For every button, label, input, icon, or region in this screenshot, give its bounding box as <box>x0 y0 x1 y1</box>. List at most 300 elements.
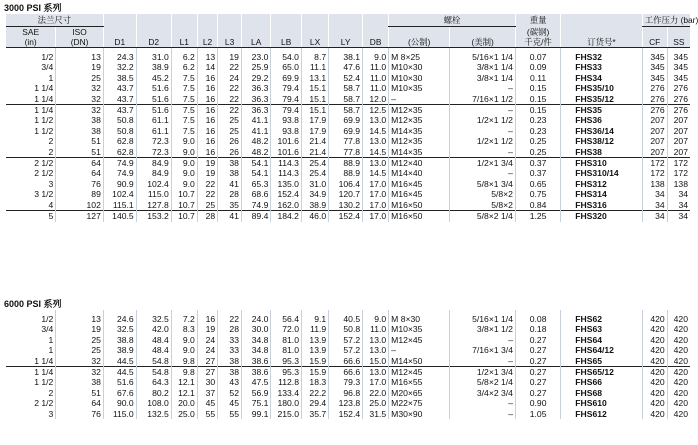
cell-l1: 20.0 <box>171 398 197 408</box>
cell-ss: 420 <box>667 314 690 324</box>
cell-sae: 3 <box>48 178 54 189</box>
cell-ss: 420 <box>667 398 690 408</box>
cell-l2: 27 <box>197 356 217 367</box>
cell-weight: 0.37 <box>515 158 560 169</box>
cell-ss: 345 <box>667 73 690 83</box>
cell-l1: 9.8 <box>171 356 197 367</box>
cell-la: 54.1 <box>241 168 270 178</box>
cell-db: 13.0 <box>363 367 389 378</box>
cell-lx: 31.0 <box>301 179 328 189</box>
cell-bolt-metric: M12×45 <box>389 367 450 378</box>
cell-lx: 11.1 <box>301 62 328 72</box>
table-row <box>6 367 690 378</box>
cell-la: 48.2 <box>241 147 270 158</box>
cell-d2: 51.6 <box>136 83 171 93</box>
cell-ss: 207 <box>667 115 690 125</box>
cell-lx: 34.9 <box>301 189 328 199</box>
cell-sae: 1 1/4 <box>6 105 56 116</box>
col-lb: LB <box>271 37 302 48</box>
cell-lb: 112.8 <box>271 377 302 387</box>
cell-iso: 76 <box>56 179 104 189</box>
cell-cf: 345 <box>642 62 667 72</box>
cell-l2: 16 <box>197 83 217 93</box>
cell-order-no: FHS612 <box>561 409 643 419</box>
cell-la: 36.3 <box>241 94 270 105</box>
table-row <box>6 189 690 199</box>
cell-order-no: FHS64/12 <box>561 345 643 355</box>
cell-lx: 25.4 <box>301 158 328 169</box>
cell-ly: 58.7 <box>329 105 363 116</box>
cell-bolt-imperial: 3/8×1 1/4 <box>450 62 516 72</box>
cell-l1: 25.0 <box>171 409 197 419</box>
cell-bolt-imperial: – <box>450 83 516 93</box>
cell-iso: 32 <box>56 367 104 378</box>
cell-lb: 72.0 <box>271 324 302 334</box>
cell-bolt-metric: M12×35 <box>389 105 450 116</box>
cell-db: 11.0 <box>363 73 389 83</box>
cell-bolt-imperial: 3/8×1 1/2 <box>450 324 516 334</box>
cell-order-no: FHS310 <box>561 158 643 169</box>
cell-l1: 12.1 <box>171 377 197 387</box>
cell-d1: 62.8 <box>103 147 136 158</box>
cell-d2: 38.9 <box>136 62 171 72</box>
cell-order-no: FHS66 <box>561 377 643 387</box>
cell-l2: 16 <box>197 136 217 146</box>
cell-order-no: FHS68 <box>561 388 643 398</box>
cell-ss: 420 <box>667 377 690 387</box>
cell-lb: 152.4 <box>271 189 302 199</box>
cell-sae: 2 1/2 <box>34 398 54 409</box>
cell-iso: 32 <box>56 83 104 93</box>
cell-lx: 15.1 <box>301 94 328 105</box>
cell-weight: 0.15 <box>515 94 560 105</box>
cell-iso: 102 <box>56 200 104 211</box>
cell-cf: 420 <box>642 335 667 345</box>
cell-order-no: FHS314 <box>561 189 643 199</box>
cell-sae: 1 <box>48 72 54 83</box>
cell-lx: 29.4 <box>301 398 328 408</box>
cell-order-no: FHS64 <box>561 335 643 345</box>
cell-iso: 19 <box>56 62 104 72</box>
cell-ss: 34 <box>667 200 690 211</box>
cell-l3: 38 <box>218 356 242 367</box>
cell-sae: 1 1/4 <box>34 355 54 366</box>
cell-sae: 3/4 <box>41 324 54 335</box>
cell-lb: 215.0 <box>271 409 302 419</box>
section-title-3000psi: 3000 PSI 系列 <box>4 3 62 13</box>
cell-l3: 45 <box>218 398 242 408</box>
cell-d1: 38.5 <box>103 73 136 83</box>
cell-l1: 9.0 <box>171 147 197 158</box>
cell-weight: 0.25 <box>515 147 560 158</box>
cell-sae: 1 1/4 <box>34 93 54 104</box>
cell-ss: 420 <box>667 367 690 378</box>
cell-ss: 345 <box>667 62 690 72</box>
cell-d2: 132.5 <box>136 409 171 419</box>
sae-unit: (in) <box>6 37 56 48</box>
cell-bolt-metric: M12×45 <box>389 335 450 345</box>
cell-bolt-metric: M10×35 <box>389 324 450 334</box>
cell-ss: 207 <box>667 147 690 158</box>
cell-d1: 32.5 <box>103 324 136 334</box>
cell-db: 9.0 <box>363 52 389 62</box>
cell-bolt-metric: M16×45 <box>389 179 450 189</box>
cell-d2: 84.9 <box>136 168 171 178</box>
cell-ss: 172 <box>667 158 690 169</box>
cell-ly: 152.4 <box>329 211 363 222</box>
cell-la: 65.3 <box>241 179 270 189</box>
cell-bolt-metric: M10×30 <box>389 73 450 83</box>
cell-sae: 3 1/2 <box>34 189 54 200</box>
cell-bolt-metric: – <box>389 94 450 105</box>
cell-la: 56.9 <box>241 388 270 398</box>
cell-l3: 22 <box>218 94 242 105</box>
cell-iso: 64 <box>56 158 104 169</box>
cell-lx: 17.9 <box>301 115 328 125</box>
cell-weight: 0.27 <box>515 335 560 345</box>
table-row <box>6 377 690 387</box>
cell-l1: 7.5 <box>171 115 197 125</box>
iso-unit: (DN) <box>56 37 104 48</box>
cell-ss: 138 <box>667 179 690 189</box>
cell-la: 34.8 <box>241 335 270 345</box>
cell-lb: 184.2 <box>271 211 302 222</box>
cell-l3: 41 <box>218 211 242 222</box>
cell-d2: 48.4 <box>136 345 171 355</box>
cell-l3: 38 <box>218 168 242 178</box>
cell-lb: 54.0 <box>271 52 302 62</box>
cell-cf: 420 <box>642 356 667 367</box>
cell-bolt-metric: M14×35 <box>389 126 450 136</box>
cell-d1: 38.8 <box>103 335 136 345</box>
table-row <box>6 105 690 116</box>
cell-bolt-imperial: 7/16×1 1/2 <box>450 94 516 105</box>
cell-d2: 51.6 <box>136 94 171 105</box>
cell-ss: 276 <box>667 94 690 105</box>
col-order-no: 订货号* <box>561 37 643 48</box>
cell-l2: 16 <box>197 147 217 158</box>
cell-l2: 16 <box>197 115 217 125</box>
cell-d1: 43.7 <box>103 83 136 93</box>
col-ly: LY <box>329 37 363 48</box>
cell-d2: 61.1 <box>136 115 171 125</box>
cell-l2: 27 <box>197 367 217 378</box>
cell-l2: 22 <box>197 179 217 189</box>
cell-la: 75.1 <box>241 398 270 408</box>
cell-d2: 72.3 <box>136 136 171 146</box>
cell-ss: 276 <box>667 105 690 116</box>
table-row <box>6 324 690 334</box>
cell-d2: 32.5 <box>136 314 171 324</box>
cell-lb: 133.4 <box>271 388 302 398</box>
cell-ss: 420 <box>667 335 690 345</box>
cell-weight: 0.27 <box>515 345 560 355</box>
cell-la: 24.0 <box>241 314 270 324</box>
cell-l1: 7.5 <box>171 126 197 136</box>
cell-cf: 345 <box>642 52 667 62</box>
cell-lx: 38.9 <box>301 200 328 211</box>
cell-d1: 140.5 <box>103 211 136 222</box>
cell-l3: 43 <box>218 377 242 387</box>
cell-bolt-metric: M22×75 <box>389 398 450 408</box>
cell-cf: 138 <box>642 179 667 189</box>
cell-l2: 16 <box>197 94 217 105</box>
cell-la: 41.1 <box>241 126 270 136</box>
cell-d1: 43.7 <box>103 105 136 116</box>
cell-l2: 55 <box>197 409 217 419</box>
cell-d1: 62.8 <box>103 136 136 146</box>
cell-ly: 40.5 <box>329 314 363 324</box>
cell-order-no: FHS38 <box>561 147 643 158</box>
cell-order-no: FHS35 <box>561 105 643 116</box>
cell-sae: 1 1/2 <box>34 125 54 136</box>
cell-cf: 420 <box>642 377 667 387</box>
cell-lb: 79.4 <box>271 105 302 116</box>
cell-db: 17.0 <box>363 189 389 199</box>
cell-db: 14.5 <box>363 168 389 178</box>
cell-ss: 34 <box>667 211 690 222</box>
cell-ly: 52.4 <box>329 73 363 83</box>
cell-cf: 420 <box>642 314 667 324</box>
cell-l3: 38 <box>218 367 242 378</box>
cell-order-no: FHS35/10 <box>561 83 643 93</box>
cell-db: 11.0 <box>363 62 389 72</box>
cell-lb: 101.6 <box>271 136 302 146</box>
cell-l3: 25 <box>218 126 242 136</box>
cell-bolt-metric: M14×35 <box>389 147 450 158</box>
cell-ly: 88.9 <box>329 158 363 169</box>
cell-bolt-imperial: – <box>450 409 516 419</box>
cell-ss: 420 <box>667 356 690 367</box>
table-row <box>6 83 690 93</box>
cell-d1: 44.5 <box>103 356 136 367</box>
cell-sae: 5 <box>6 211 56 222</box>
cell-iso: 76 <box>56 409 104 419</box>
cell-d2: 115.0 <box>136 189 171 199</box>
cell-cf: 172 <box>642 158 667 169</box>
cell-bolt-metric: M10×35 <box>389 83 450 93</box>
cell-lb: 135.0 <box>271 179 302 189</box>
cell-la: 47.5 <box>241 377 270 387</box>
table-row <box>6 147 690 158</box>
cell-l1: 7.5 <box>171 73 197 83</box>
cell-l3: 28 <box>218 324 242 334</box>
cell-lb: 114.3 <box>271 168 302 178</box>
cell-lb: 79.4 <box>271 94 302 105</box>
cell-bolt-metric: M30×90 <box>389 409 450 419</box>
cell-bolt-metric: M16×45 <box>389 189 450 199</box>
col-l3: L3 <box>218 37 242 48</box>
cell-ly: 50.8 <box>329 324 363 334</box>
table-row <box>6 356 690 367</box>
cell-bolt-metric: M 8×25 <box>389 52 450 62</box>
cell-bolt-imperial: 5/16×1 1/4 <box>450 314 516 324</box>
weight-unit2: 千克/件 <box>515 37 560 48</box>
cell-db: 17.0 <box>363 200 389 211</box>
table-row <box>6 136 690 146</box>
cell-lx: 35.7 <box>301 409 328 419</box>
cell-order-no: FHS320 <box>561 211 643 222</box>
col-ss: SS <box>667 37 690 48</box>
cell-weight: 0.27 <box>515 367 560 378</box>
cell-l2: 30 <box>197 377 217 387</box>
cell-db: 13.0 <box>363 345 389 355</box>
table-row <box>6 388 690 398</box>
cell-l3: 33 <box>218 335 242 345</box>
cell-la: 34.8 <box>241 345 270 355</box>
table-row <box>6 409 690 419</box>
cell-d1: 90.9 <box>103 179 136 189</box>
cell-l3: 22 <box>218 314 242 324</box>
cell-l2: 14 <box>197 62 217 72</box>
cell-lb: 79.4 <box>271 83 302 93</box>
cell-l3: 19 <box>218 52 242 62</box>
cell-sae: 2 <box>48 136 54 147</box>
cell-d2: 54.8 <box>136 367 171 378</box>
cell-l3: 24 <box>218 73 242 83</box>
cell-ly: 77.8 <box>329 136 363 146</box>
cell-bolt-metric: M12×35 <box>389 136 450 146</box>
col-d1: D1 <box>103 37 136 48</box>
cell-sae: 1 1/4 <box>6 367 56 378</box>
cell-d2: 31.0 <box>136 52 171 62</box>
cell-lx: 22.2 <box>301 388 328 398</box>
cell-order-no: FHS65 <box>561 356 643 367</box>
cell-ly: 79.3 <box>329 377 363 387</box>
cell-db: 31.5 <box>363 409 389 419</box>
cell-d2: 108.0 <box>136 398 171 408</box>
cell-cf: 207 <box>642 136 667 146</box>
cell-db: 15.0 <box>363 356 389 367</box>
cell-cf: 420 <box>642 367 667 378</box>
table-body-3000psi <box>6 52 690 222</box>
cell-db: 11.0 <box>363 324 389 334</box>
cell-iso: 32 <box>56 356 104 367</box>
cell-l3: 52 <box>218 388 242 398</box>
cell-ly: 69.9 <box>329 115 363 125</box>
cell-lb: 95.3 <box>271 367 302 378</box>
cell-bolt-metric: M16×55 <box>389 377 450 387</box>
cell-weight: 0.25 <box>515 136 560 146</box>
cell-order-no: FHS36/14 <box>561 126 643 136</box>
cell-lx: 13.1 <box>301 73 328 83</box>
cell-bolt-imperial: 1/2×1 3/4 <box>450 158 516 169</box>
cell-l3: 38 <box>218 158 242 169</box>
cell-ly: 69.9 <box>329 126 363 136</box>
cell-lb: 69.9 <box>271 73 302 83</box>
cell-ss: 172 <box>667 168 690 178</box>
cell-ss: 420 <box>667 345 690 355</box>
cell-iso: 89 <box>56 189 104 199</box>
cell-ly: 88.9 <box>329 168 363 178</box>
cell-bolt-imperial: 1/2×1 3/4 <box>450 367 516 378</box>
cell-d2: 48.4 <box>136 335 171 345</box>
cell-d1: 43.7 <box>103 94 136 105</box>
cell-iso: 51 <box>56 136 104 146</box>
table-row <box>6 345 690 355</box>
cell-d2: 153.2 <box>136 211 171 222</box>
cell-iso: 25 <box>56 335 104 345</box>
cell-weight: 0.18 <box>515 324 560 334</box>
cell-lx: 15.1 <box>301 105 328 116</box>
cell-sae: 1 <box>48 334 54 345</box>
cell-order-no: FHS34 <box>561 73 643 83</box>
cell-order-no: FHS32 <box>561 52 643 62</box>
cell-sae: 2 1/2 <box>6 158 56 169</box>
table-row <box>6 168 690 178</box>
cell-bolt-metric: M 8×30 <box>389 314 450 324</box>
cell-bolt-imperial: 5/8×2 1/4 <box>450 377 516 387</box>
cell-ss: 420 <box>667 388 690 398</box>
cell-ly: 66.6 <box>329 356 363 367</box>
cell-order-no: FHS36 <box>561 115 643 125</box>
cell-d2: 54.8 <box>136 356 171 367</box>
cell-iso: 19 <box>56 324 104 334</box>
cell-bolt-imperial: 1/2×1 1/2 <box>450 136 516 146</box>
cell-la: 36.3 <box>241 83 270 93</box>
cell-l3: 22 <box>218 83 242 93</box>
cell-db: 11.0 <box>363 83 389 93</box>
cell-sae: 3/4 <box>41 62 54 73</box>
working-pressure-header: 工作压力 (bar) <box>642 14 690 27</box>
cell-l1: 7.5 <box>171 83 197 93</box>
cell-la: 48.2 <box>241 136 270 146</box>
table-row <box>6 200 690 211</box>
table-row <box>6 211 690 222</box>
cell-la: 29.2 <box>241 73 270 83</box>
cell-weight: 1.25 <box>515 211 560 222</box>
cell-l2: 25 <box>197 200 217 211</box>
cell-ly: 58.7 <box>329 94 363 105</box>
cell-order-no: FHS610 <box>561 398 643 408</box>
cell-weight: 0.08 <box>515 314 560 324</box>
cell-db: 12.5 <box>363 105 389 116</box>
cell-bolt-metric: M20×65 <box>389 388 450 398</box>
cell-lb: 93.8 <box>271 126 302 136</box>
cell-db: 17.0 <box>363 211 389 222</box>
cell-iso: 38 <box>56 377 104 387</box>
cell-sae: 1 1/4 <box>34 83 54 94</box>
cell-d2: 45.2 <box>136 73 171 83</box>
cell-la: 99.1 <box>241 409 270 419</box>
cell-l1: 9.0 <box>171 179 197 189</box>
cell-ss: 420 <box>667 409 690 419</box>
cell-ss: 207 <box>667 126 690 136</box>
cell-l2: 22 <box>197 189 217 199</box>
cell-weight: 1.05 <box>515 409 560 419</box>
cell-cf: 172 <box>642 168 667 178</box>
cell-d1: 115.1 <box>103 200 136 211</box>
cell-order-no: FHS62 <box>561 314 643 324</box>
cell-l1: 10.7 <box>171 200 197 211</box>
cell-l3: 41 <box>218 179 242 189</box>
cell-sae: 3 <box>48 408 54 419</box>
cell-cf: 420 <box>642 409 667 419</box>
cell-lb: 56.4 <box>271 314 302 324</box>
cell-d2: 102.4 <box>136 179 171 189</box>
cell-l2: 16 <box>197 126 217 136</box>
cell-weight: 0.09 <box>515 62 560 72</box>
cell-l1: 9.0 <box>171 158 197 169</box>
cell-bolt-imperial: – <box>450 398 516 408</box>
cell-cf: 420 <box>642 388 667 398</box>
cell-db: 13.0 <box>363 335 389 345</box>
cell-ss: 420 <box>667 324 690 334</box>
cell-l1: 7.5 <box>171 94 197 105</box>
cell-ly: 130.2 <box>329 200 363 211</box>
cell-cf: 345 <box>642 73 667 83</box>
cell-iso: 38 <box>56 126 104 136</box>
